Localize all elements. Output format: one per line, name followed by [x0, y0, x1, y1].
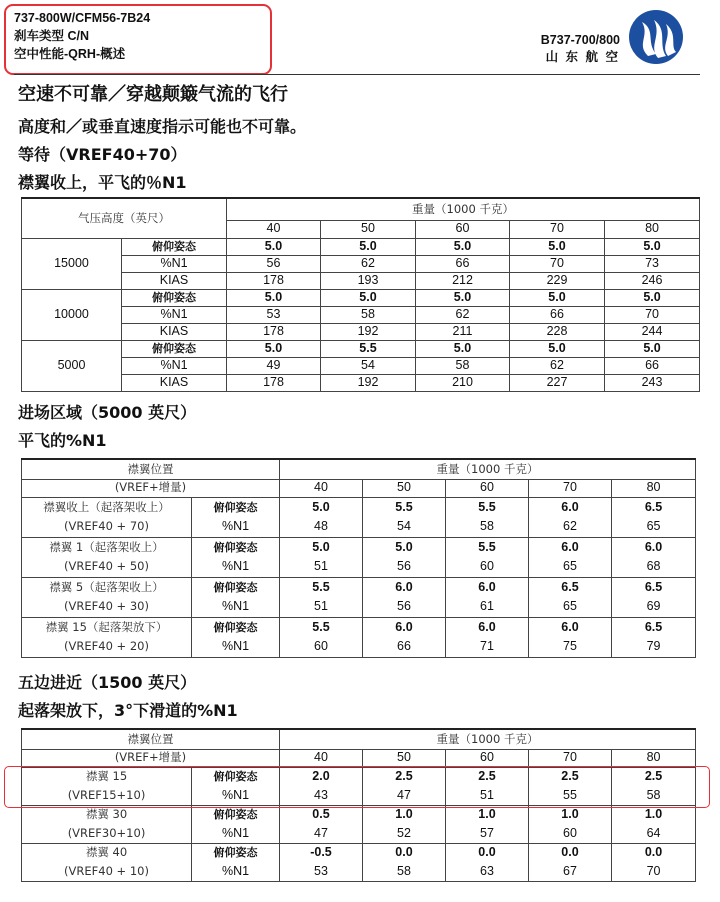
n1-value: 71 — [446, 637, 529, 657]
pitch-value: 6.0 — [529, 537, 612, 557]
table-row — [22, 323, 700, 340]
pitch-value: 5.0 — [280, 497, 363, 517]
n1-value: 52 — [363, 824, 446, 843]
n1-value: 66 — [510, 306, 605, 323]
pitch-label: 俯仰姿态 — [122, 340, 227, 357]
kias-value: 210 — [416, 374, 510, 391]
n1-value: 70 — [605, 306, 700, 323]
n1-value: 53 — [227, 306, 321, 323]
n1-value: 65 — [612, 517, 696, 537]
table-row — [22, 306, 700, 323]
n1-value: 75 — [529, 637, 612, 657]
weight-col: 40 — [227, 220, 321, 238]
holding-table — [21, 197, 700, 392]
n1-value: 55 — [529, 786, 612, 805]
kias-value: 243 — [605, 374, 700, 391]
vref-cell: (VREF30+10) — [22, 824, 192, 843]
table-row — [22, 597, 696, 617]
n1-value: 47 — [280, 824, 363, 843]
n1-value: 48 — [280, 517, 363, 537]
kias-value: 227 — [510, 374, 605, 391]
kias-label: KIAS — [122, 374, 227, 391]
n1-value: 66 — [605, 357, 700, 374]
heading-altitude-note: 高度和／或垂直速度指示可能也不可靠。 — [18, 117, 307, 136]
pitch-value: 5.5 — [280, 577, 363, 597]
weight-col: 40 — [280, 749, 363, 767]
pitch-label: 俯仰姿态 — [122, 289, 227, 306]
n1-label: %N1 — [192, 557, 280, 577]
altitude-cell: 5000 — [22, 340, 122, 391]
n1-label: %N1 — [192, 517, 280, 537]
flap-position-header: 襟翼位置 — [22, 459, 280, 479]
pitch-label: 俯仰姿态 — [192, 577, 280, 597]
altitude-cell: 10000 — [22, 289, 122, 340]
aircraft-model: B737-700/800 — [540, 33, 620, 47]
brake-type: 刹车类型 C/N — [14, 29, 90, 43]
pitch-value: -0.5 — [280, 843, 363, 862]
pitch-value: 6.0 — [612, 537, 696, 557]
n1-value: 56 — [227, 255, 321, 272]
altitude-header: 气压高度（英尺） — [22, 198, 227, 238]
n1-value: 61 — [446, 597, 529, 617]
vref-increment-header: (VREF+增量) — [22, 479, 280, 497]
kias-value: 228 — [510, 323, 605, 340]
n1-value: 60 — [529, 824, 612, 843]
table-row — [22, 843, 696, 862]
n1-value: 66 — [416, 255, 510, 272]
table-row — [22, 357, 700, 374]
pitch-label: 俯仰姿态 — [192, 537, 280, 557]
kias-value: 178 — [227, 374, 321, 391]
pitch-value: 5.0 — [227, 238, 321, 255]
pitch-value: 5.0 — [510, 340, 605, 357]
n1-value: 73 — [605, 255, 700, 272]
pitch-value: 5.0 — [416, 289, 510, 306]
weight-col: 60 — [446, 479, 529, 497]
kias-value: 246 — [605, 272, 700, 289]
pitch-value: 6.0 — [446, 617, 529, 637]
pitch-value: 2.0 — [280, 767, 363, 786]
kias-value: 192 — [321, 323, 416, 340]
pitch-value: 6.5 — [612, 617, 696, 637]
weight-col: 50 — [363, 479, 446, 497]
n1-value: 65 — [529, 557, 612, 577]
pitch-value: 2.5 — [612, 767, 696, 786]
pitch-label: 俯仰姿态 — [192, 497, 280, 517]
heading-unreliable-airspeed: 空速不可靠／穿越颠簸气流的飞行 — [18, 84, 288, 105]
pitch-value: 5.0 — [227, 289, 321, 306]
weight-col: 60 — [446, 749, 529, 767]
n1-value: 65 — [529, 597, 612, 617]
pitch-value: 1.0 — [529, 805, 612, 824]
heading-holding: 等待（VREF40+70） — [18, 145, 187, 164]
pitch-value: 5.0 — [227, 340, 321, 357]
pitch-value: 0.5 — [280, 805, 363, 824]
table-row — [22, 374, 700, 391]
n1-value: 54 — [321, 357, 416, 374]
pitch-value: 6.5 — [612, 497, 696, 517]
n1-label: %N1 — [192, 862, 280, 881]
n1-value: 62 — [321, 255, 416, 272]
pitch-label: 俯仰姿态 — [122, 238, 227, 255]
table-row — [22, 577, 696, 597]
flap-setting-cell: 襟翼收上（起落架收上） — [22, 497, 192, 517]
flap-setting-cell: 襟翼 1（起落架收上） — [22, 537, 192, 557]
weight-col: 40 — [280, 479, 363, 497]
weight-col: 80 — [605, 220, 700, 238]
table-row — [22, 517, 696, 537]
n1-value: 54 — [363, 517, 446, 537]
document-header-right — [541, 32, 620, 66]
pitch-value: 5.0 — [363, 537, 446, 557]
heading-flaps-up-level: 襟翼收上，平飞的％N1 — [18, 173, 187, 192]
n1-value: 47 — [363, 786, 446, 805]
heading-final-approach: 五边进近（1500 英尺） — [18, 673, 197, 692]
flap-position-header: 襟翼位置 — [22, 729, 280, 749]
pitch-value: 2.5 — [446, 767, 529, 786]
altitude-cell: 15000 — [22, 238, 122, 289]
vref-cell: (VREF15+10) — [22, 786, 192, 805]
n1-value: 60 — [280, 637, 363, 657]
n1-value: 58 — [363, 862, 446, 881]
n1-label: %N1 — [192, 786, 280, 805]
n1-value: 51 — [280, 597, 363, 617]
pitch-value: 5.0 — [605, 340, 700, 357]
flap-setting-cell: 襟翼 15（起落架放下） — [22, 617, 192, 637]
n1-value: 53 — [280, 862, 363, 881]
n1-label: %N1 — [192, 824, 280, 843]
pitch-value: 5.0 — [605, 238, 700, 255]
n1-value: 64 — [612, 824, 696, 843]
pitch-value: 2.5 — [529, 767, 612, 786]
n1-value: 49 — [227, 357, 321, 374]
table-row — [22, 497, 696, 517]
weight-col: 80 — [612, 479, 696, 497]
n1-label: %N1 — [122, 255, 227, 272]
weight-col: 70 — [529, 749, 612, 767]
pitch-value: 5.0 — [321, 238, 416, 255]
document-header — [14, 9, 150, 63]
pitch-value: 6.0 — [363, 617, 446, 637]
table-row — [22, 824, 696, 843]
kias-value: 178 — [227, 272, 321, 289]
vref-cell: (VREF40 + 10) — [22, 862, 192, 881]
n1-value: 57 — [446, 824, 529, 843]
pitch-label: 俯仰姿态 — [192, 805, 280, 824]
pitch-value: 5.0 — [416, 238, 510, 255]
pitch-value: 1.0 — [363, 805, 446, 824]
airline-name: 山 东 航 空 — [545, 50, 620, 64]
airline-logo-icon — [626, 6, 686, 68]
pitch-label: 俯仰姿态 — [192, 617, 280, 637]
n1-value: 66 — [363, 637, 446, 657]
vref-cell: (VREF40 + 50) — [22, 557, 192, 577]
n1-label: %N1 — [192, 597, 280, 617]
flap-setting-cell: 襟翼 30 — [22, 805, 192, 824]
n1-value: 69 — [612, 597, 696, 617]
flap-setting-cell: 襟翼 15 — [22, 767, 192, 786]
pitch-value: 5.0 — [416, 340, 510, 357]
n1-value: 56 — [363, 597, 446, 617]
pitch-value: 0.0 — [612, 843, 696, 862]
pitch-value: 6.0 — [363, 577, 446, 597]
kias-value: 211 — [416, 323, 510, 340]
n1-value: 58 — [416, 357, 510, 374]
pitch-value: 5.5 — [446, 497, 529, 517]
flap-setting-cell: 襟翼 40 — [22, 843, 192, 862]
n1-value: 58 — [321, 306, 416, 323]
table-row — [22, 272, 700, 289]
n1-value: 79 — [612, 637, 696, 657]
highlight-box-flaps15-row — [4, 766, 710, 808]
kias-value: 229 — [510, 272, 605, 289]
weight-col: 70 — [529, 479, 612, 497]
n1-value: 51 — [446, 786, 529, 805]
pitch-label: 俯仰姿态 — [192, 767, 280, 786]
pitch-value: 5.0 — [321, 289, 416, 306]
n1-value: 62 — [529, 517, 612, 537]
n1-value: 58 — [612, 786, 696, 805]
pitch-value: 5.0 — [510, 289, 605, 306]
vref-increment-header: (VREF+增量) — [22, 749, 280, 767]
heading-gear-down-glideslope: 起落架放下，3°下滑道的%N1 — [18, 701, 238, 720]
n1-value: 67 — [529, 862, 612, 881]
kias-value: 178 — [227, 323, 321, 340]
weight-col: 80 — [612, 749, 696, 767]
kias-value: 192 — [321, 374, 416, 391]
table-row — [22, 617, 696, 637]
n1-value: 68 — [612, 557, 696, 577]
table-row — [22, 340, 700, 357]
pitch-value: 5.5 — [363, 497, 446, 517]
weight-header: 重量（1000 千克） — [280, 459, 696, 479]
pitch-value: 2.5 — [363, 767, 446, 786]
weight-header: 重量（1000 千克） — [280, 729, 696, 749]
table-row — [22, 862, 696, 881]
pitch-value: 1.0 — [446, 805, 529, 824]
pitch-value: 0.0 — [529, 843, 612, 862]
table-row — [22, 255, 700, 272]
approach-table — [21, 458, 696, 658]
aircraft-engine: 737-800W/CFM56-7B24 — [14, 11, 151, 25]
pitch-value: 6.5 — [612, 577, 696, 597]
header-rule — [14, 74, 700, 75]
n1-value: 70 — [510, 255, 605, 272]
table-row — [22, 557, 696, 577]
n1-value: 43 — [280, 786, 363, 805]
kias-value: 244 — [605, 323, 700, 340]
n1-value: 56 — [363, 557, 446, 577]
n1-label: %N1 — [122, 357, 227, 374]
section-title: 空中性能-QRH-概述 — [14, 47, 126, 61]
pitch-value: 6.0 — [446, 577, 529, 597]
kias-value: 193 — [321, 272, 416, 289]
pitch-value: 5.5 — [446, 537, 529, 557]
n1-value: 60 — [446, 557, 529, 577]
vref-cell: (VREF40 + 20) — [22, 637, 192, 657]
pitch-value: 5.5 — [321, 340, 416, 357]
kias-value: 212 — [416, 272, 510, 289]
kias-label: KIAS — [122, 323, 227, 340]
n1-value: 51 — [280, 557, 363, 577]
heading-approach-area: 进场区域（5000 英尺） — [18, 403, 197, 422]
n1-value: 70 — [612, 862, 696, 881]
weight-col: 60 — [416, 220, 510, 238]
table-row — [22, 637, 696, 657]
pitch-value: 0.0 — [446, 843, 529, 862]
pitch-value: 6.0 — [529, 497, 612, 517]
weight-col: 50 — [321, 220, 416, 238]
kias-label: KIAS — [122, 272, 227, 289]
pitch-label: 俯仰姿态 — [192, 843, 280, 862]
pitch-value: 6.5 — [529, 577, 612, 597]
pitch-value: 5.0 — [280, 537, 363, 557]
table-row — [22, 289, 700, 306]
table-row — [22, 537, 696, 557]
pitch-value: 5.0 — [605, 289, 700, 306]
n1-value: 62 — [416, 306, 510, 323]
weight-col: 50 — [363, 749, 446, 767]
n1-value: 63 — [446, 862, 529, 881]
n1-value: 62 — [510, 357, 605, 374]
heading-level-n1: 平飞的%N1 — [18, 431, 107, 450]
vref-cell: (VREF40 + 30) — [22, 597, 192, 617]
weight-col: 70 — [510, 220, 605, 238]
n1-label: %N1 — [122, 306, 227, 323]
vref-cell: (VREF40 + 70) — [22, 517, 192, 537]
pitch-value: 5.0 — [510, 238, 605, 255]
table-row — [22, 238, 700, 255]
pitch-value: 6.0 — [529, 617, 612, 637]
n1-value: 58 — [446, 517, 529, 537]
pitch-value: 1.0 — [612, 805, 696, 824]
pitch-value: 5.5 — [280, 617, 363, 637]
n1-label: %N1 — [192, 637, 280, 657]
pitch-value: 0.0 — [363, 843, 446, 862]
flap-setting-cell: 襟翼 5（起落架收上） — [22, 577, 192, 597]
weight-header: 重量（1000 千克） — [227, 198, 700, 220]
